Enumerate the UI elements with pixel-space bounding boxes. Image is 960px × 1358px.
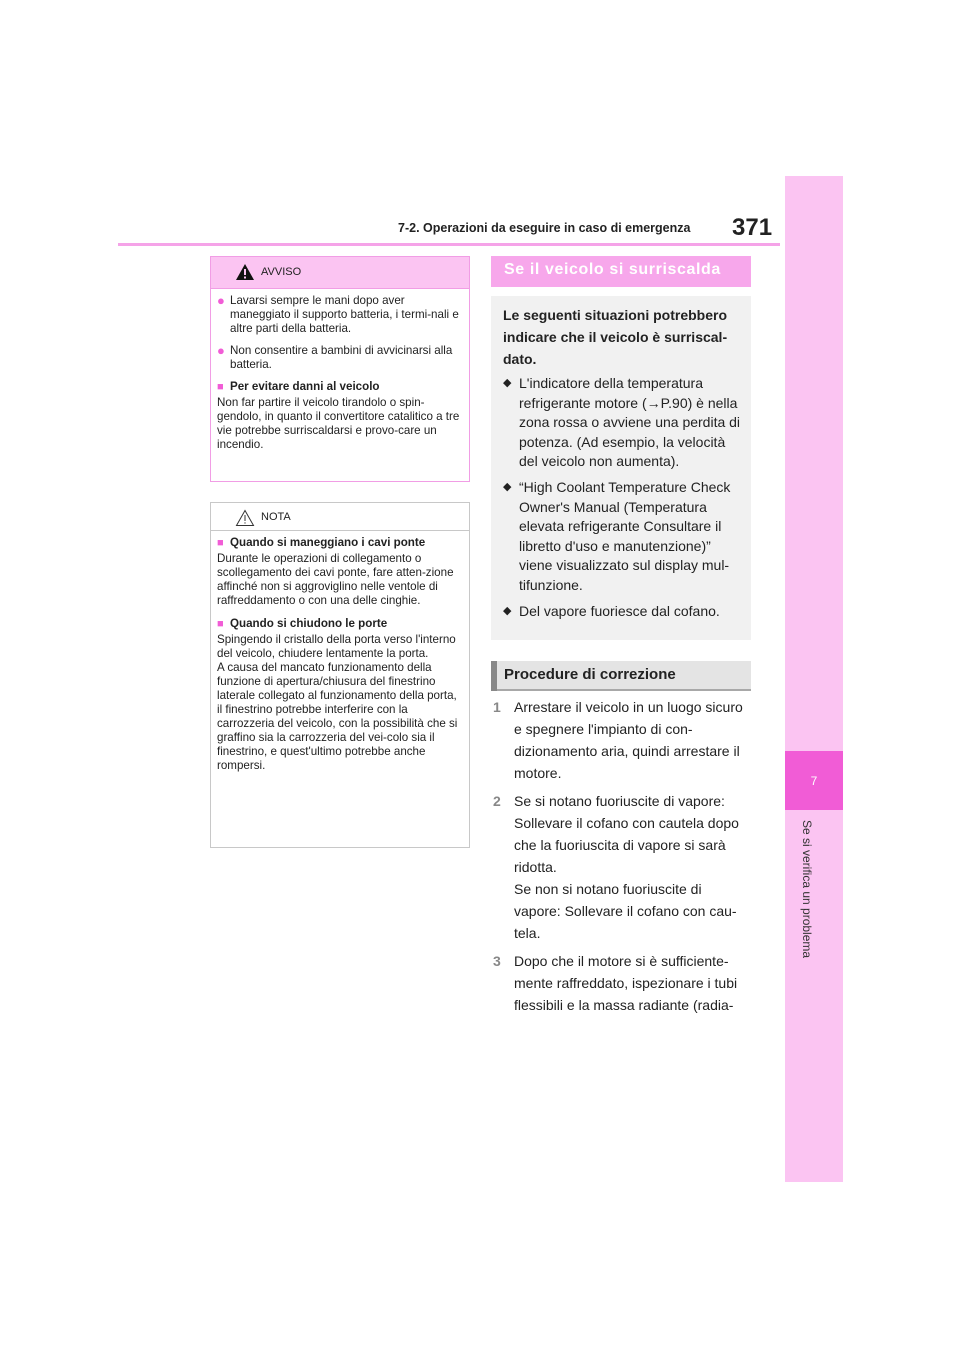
- warning-bullet: ● Lavarsi sempre le mani dopo aver maneggiato il supporto batteria, i termi-nali e altre parti della batteria.: [217, 293, 459, 335]
- warning-triangle-icon: [235, 263, 255, 281]
- note-subheading: ■ Quando si chiudono le porte: [217, 617, 388, 630]
- overheat-heading: [491, 256, 751, 287]
- warning-subheading: ■ Per evitare danni al veicolo: [217, 380, 380, 393]
- page-number: 371: [732, 214, 773, 241]
- step-text: Se non si notano fuoriuscite di vapore: Sollevare il cofano con cau-tela.: [514, 881, 737, 941]
- step-text: Dopo che il motore si è sufficiente-mente raffreddato, ispezionare i tubi flessibili e la massa radiante (radia-: [514, 953, 738, 1013]
- note-paragraph: A causa del mancato funzionamento della funzione di apertura/chiusura del finestrino laterale collegato al funzionamento della porta, il finestrino potrebbe interferire con la carrozzeria del veicolo, con la possibilità che si graffino sia la carrozzeria del vei-colo sia il finestrino, e quest'ultimo potrebbe anche rompersi.: [217, 661, 458, 772]
- step-number: 1: [493, 699, 501, 715]
- step-text: Se si notano fuoriuscite di vapore: Sollevare il cofano con cautela dopo che la fuoriuscita di vapore si sarà ridotta.: [514, 793, 739, 875]
- procedure-steps: [493, 696, 751, 1022]
- warning-paragraph: Non far partire il veicolo tirandolo o spin-gendolo, in quanto il convertitore catalitico a tre vie potrebbe surriscaldarsi e provo-care un incendio.: [217, 396, 460, 451]
- warning-box: [210, 256, 470, 482]
- diamond-bullet-icon: ◆: [503, 377, 512, 389]
- bullet-dot-icon: ●: [217, 343, 225, 358]
- square-bullet-icon: ■: [217, 618, 224, 630]
- chapter-label: [800, 820, 818, 990]
- chapter-tab[interactable]: [785, 751, 843, 810]
- procedure-step: [493, 790, 751, 944]
- procedure-heading: [491, 661, 751, 691]
- header-rule: [118, 243, 780, 246]
- procedure-heading-text: Procedure di correzione: [504, 666, 676, 683]
- note-paragraph: Spingendo il cristallo della porta verso l'interno del veicolo, chiudere lentamente la porta.: [217, 633, 456, 660]
- heading-accent-bar: [491, 661, 497, 691]
- list-item: ◆ L'indicatore della temperatura refrigerante motore (→P.90) è nella zona rossa o avviene una perdita di potenza. (Ad esempio, la velocità del veicolo non aumenta).: [503, 374, 743, 472]
- list-item: ◆ “High Coolant Temperature Check Owner's Manual (Temperatura elevata refrigerante Consultare il libretto d'uso e manutenzione)” viene visualizzato sul display mul-tifunzione.: [503, 478, 743, 596]
- diamond-bullet-icon: ◆: [503, 604, 512, 617]
- overheat-heading-text: Se il veicolo si surriscalda: [504, 261, 721, 278]
- square-bullet-icon: ■: [217, 381, 224, 393]
- square-bullet-icon: ■: [217, 537, 224, 549]
- note-subheading: ■ Quando si maneggiano i cavi ponte: [217, 536, 426, 549]
- procedure-step: [493, 696, 751, 784]
- chapter-number: 7: [810, 773, 818, 788]
- caution-triangle-icon: [235, 509, 255, 527]
- step-number: 3: [493, 953, 501, 969]
- step-text: Arrestare il veicolo in un luogo sicuro e spegnere l'impianto di con-dizionamento aria, quindi arrestare il motore.: [514, 699, 743, 781]
- list-item: ◆ Del vapore fuoriesce dal cofano.: [503, 602, 743, 622]
- note-box: [210, 502, 470, 848]
- overheat-info-box: [491, 296, 751, 640]
- bullet-dot-icon: ●: [217, 293, 225, 308]
- overheat-intro: Le seguenti situazioni potrebbero indicare che il veicolo è surriscal-dato.: [503, 307, 728, 367]
- warning-bullet: ● Non consentire a bambini di avvicinarsi alla batteria.: [217, 343, 453, 371]
- overheat-list: [503, 374, 743, 627]
- diamond-bullet-icon: ◆: [503, 480, 512, 493]
- chapter-label-text: Se si verifica un problema: [800, 820, 814, 959]
- note-paragraph: Durante le operazioni di collegamento o scollegamento dei cavi ponte, fare atten-zione affinché non si aggroviglino nelle ventole di raffreddamento o con una delle cinghie.: [217, 552, 454, 607]
- note-box-header: [211, 503, 469, 531]
- section-title: 7-2. Operazioni da eseguire in caso di emergenza: [398, 221, 691, 235]
- step-number: 2: [493, 793, 501, 809]
- note-title: NOTA: [261, 511, 291, 523]
- warning-title: AVVISO: [261, 266, 302, 278]
- procedure-step: [493, 950, 751, 1016]
- warning-box-header: [211, 257, 469, 289]
- side-tab-strip: [785, 176, 843, 1182]
